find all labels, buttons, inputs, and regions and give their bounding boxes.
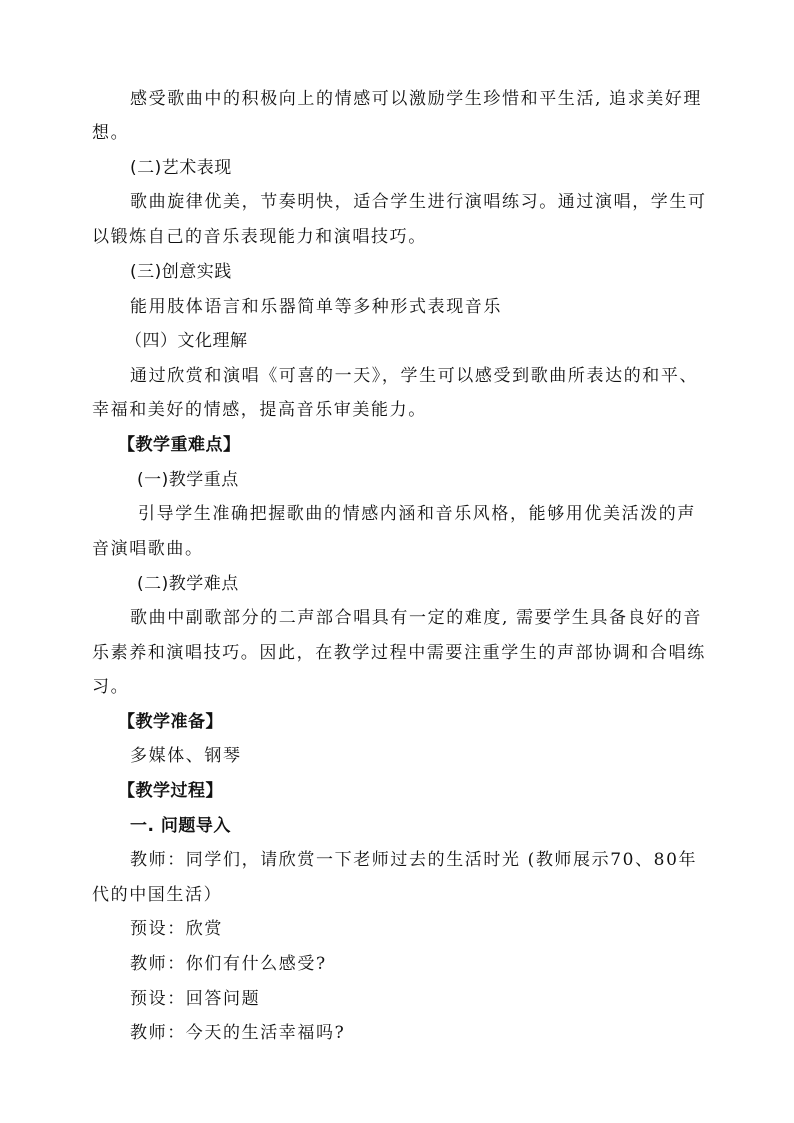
paragraph-difficulty-line-1: 歌曲中副歌部分的二声部合唱具有一定的难度, 需要学生具备良好的音 <box>130 608 703 628</box>
paragraph-focus-line-1: 引导学生准确把握歌曲的情感内涵和音乐风格，能够用优美活泼的声 <box>138 504 696 524</box>
heading-question-intro: 一. 问题导入 <box>130 816 231 836</box>
paragraph-preset-1: 预设：欣赏 <box>130 919 223 939</box>
paragraph-teacher-line-1: 教师：同学们，请欣赏一下老师过去的生活时光 (教师展示70、80年 <box>130 850 698 870</box>
paragraph-teacher-question-2: 教师：今天的生活幸福吗? <box>130 1023 346 1043</box>
paragraph-teacher-question-1: 教师：你们有什么感受? <box>130 954 327 974</box>
paragraph-emotion-line-2: 想。 <box>92 123 130 143</box>
heading-cultural-understanding: （四）文化理解 <box>125 331 248 351</box>
heading-teaching-process: 【教学过程】 <box>118 781 223 801</box>
paragraph-art-line-1: 歌曲旋律优美，节奏明快，适合学生进行演唱练习。通过演唱，学生可 <box>130 192 707 212</box>
paragraph-preparation: 多媒体、钢琴 <box>130 746 242 766</box>
heading-key-difficult-points: 【教学重难点】 <box>118 435 241 455</box>
heading-teaching-preparation: 【教学准备】 <box>118 712 223 732</box>
paragraph-art-line-2: 以锻炼自己的音乐表现能力和演唱技巧。 <box>92 227 427 247</box>
paragraph-creative-line-1: 能用肢体语言和乐器简单等多种形式表现音乐 <box>130 297 502 317</box>
heading-teaching-difficulty: (二)教学难点 <box>137 574 239 594</box>
paragraph-culture-line-1: 通过欣赏和演唱《可喜的一天》，学生可以感受到歌曲所表达的和平、 <box>130 366 699 386</box>
heading-art-expression: (二)艺术表现 <box>130 158 232 178</box>
paragraph-emotion-line-1: 感受歌曲中的积极向上的情感可以激励学生珍惜和平生活, 追求美好理 <box>130 89 703 109</box>
heading-teaching-focus: (一)教学重点 <box>137 470 239 490</box>
heading-creative-practice: (三)创意实践 <box>130 262 232 282</box>
paragraph-difficulty-line-3: 习。 <box>92 677 130 697</box>
paragraph-teacher-line-2: 代的中国生活） <box>92 885 223 905</box>
paragraph-culture-line-2: 幸福和美好的情感，提高音乐审美能力。 <box>92 400 427 420</box>
paragraph-preset-2: 预设：回答问题 <box>130 989 261 1009</box>
paragraph-difficulty-line-2: 乐素养和演唱技巧。因此，在教学过程中需要注重学生的声部协调和合唱练 <box>92 643 706 663</box>
paragraph-focus-line-2: 音演唱歌曲。 <box>92 539 204 559</box>
